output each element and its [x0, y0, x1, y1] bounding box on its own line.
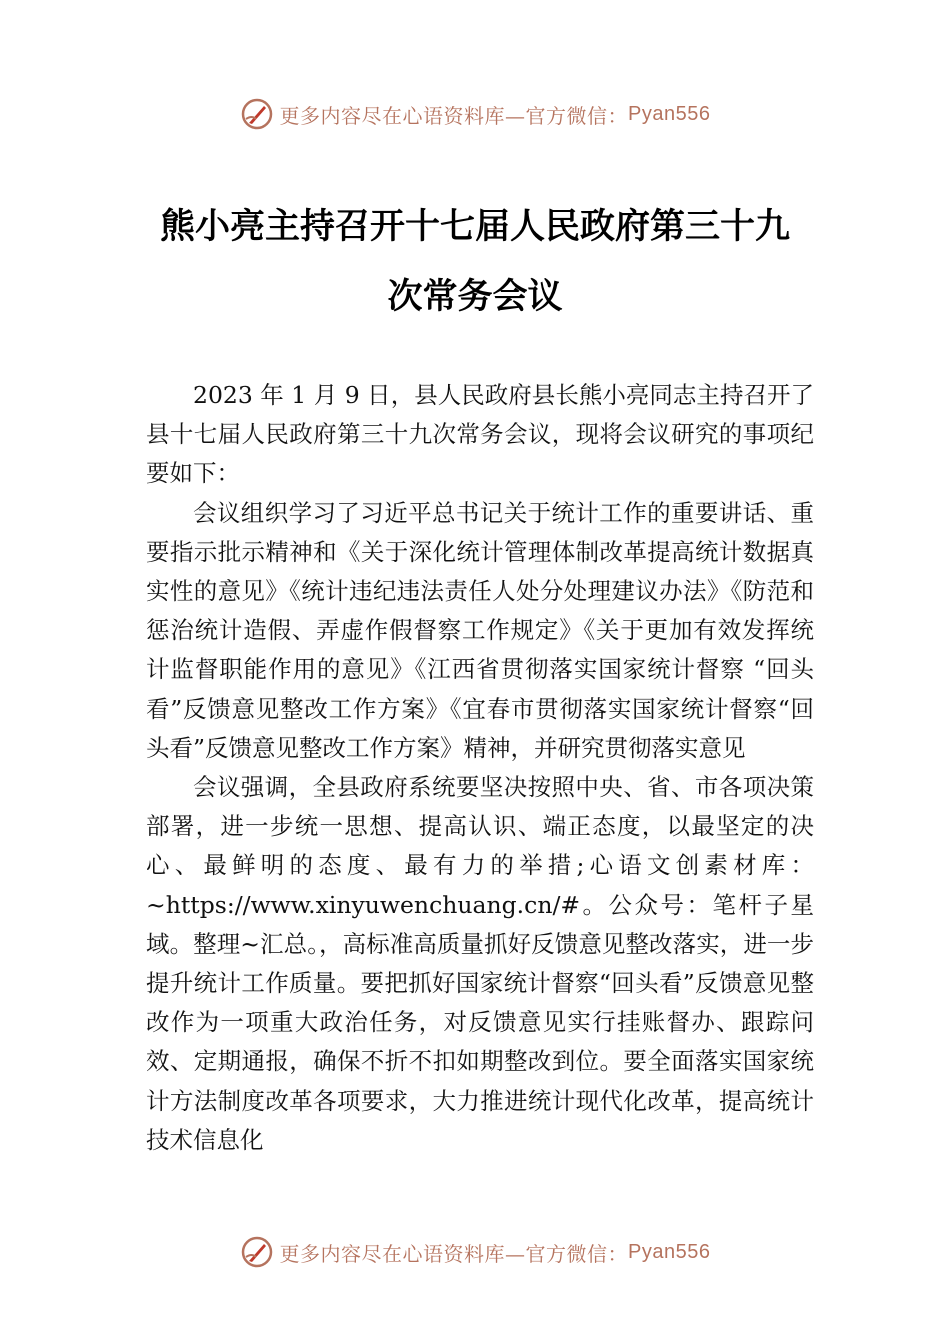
document-title — [120, 192, 830, 332]
title-line-1: 熊小亮主持召开十七届人民政府第三十九 — [159, 206, 790, 247]
watermark-text: 更多内容尽在心语资料库—官方微信： — [279, 103, 629, 128]
watermark-footer — [0, 1232, 950, 1272]
paragraph-1: 2023 年 1 月 9 日，县人民政府县长熊小亮同志主持召开了县十七届人民政府第三十九次常务会议，现将会议研究的事项纪要如下： — [146, 381, 814, 488]
watermark-header — [0, 94, 950, 134]
feather-pen-logo-icon — [240, 97, 274, 131]
watermark-account: Pyan556 — [628, 1240, 711, 1263]
watermark-text: 更多内容尽在心语资料库—官方微信： — [279, 1241, 629, 1266]
paragraph-3: 会议强调，全县政府系统要坚决按照中央、省、市各项决策部署，进一步统一思想、提高认识、端正态度，以最坚定的决心、最鲜明的态度、最有力的举措;心语文创素材库：~https://www.xinyuwenchuang.cn/#。公众号：笔杆子星域。整理~汇总。，高标准高质量抓好反馈意见整改落实，进一步提升统计工作质量。要把抓好国家统计督察“回头看”反馈意见整改作为一项重大政治任务，对反馈意见实行挂账督办、跟踪问效、定期通报，确保不折不扣如期整改到位。要全面落实国家统计方法制度改革各项要求，大力推进统计现代化改革，提高统计技术信息化 — [146, 773, 814, 1154]
paragraph-2: 会议组织学习了习近平总书记关于统计工作的重要讲话、重要指示批示精神和《关于深化统计管理体制改革提高统计数据真实性的意见》《统计违纪违法责任人处分处理建议办法》《防范和惩治统计造假、弄虚作假督察工作规定》《关于更加有效发挥统计监督职能作用的意见》《江西省贯彻落实国家统计督察 “回头看”反馈意见整改工作方案》《宜春市贯彻落实国家统计督察“回头看”反馈意见整改工作方案》精神，并研究贯彻落实意见 — [146, 498, 814, 762]
document-body — [146, 376, 814, 1160]
title-line-2: 次常务会议 — [387, 276, 563, 317]
feather-pen-logo-icon — [240, 1235, 274, 1269]
watermark-account: Pyan556 — [628, 102, 711, 125]
